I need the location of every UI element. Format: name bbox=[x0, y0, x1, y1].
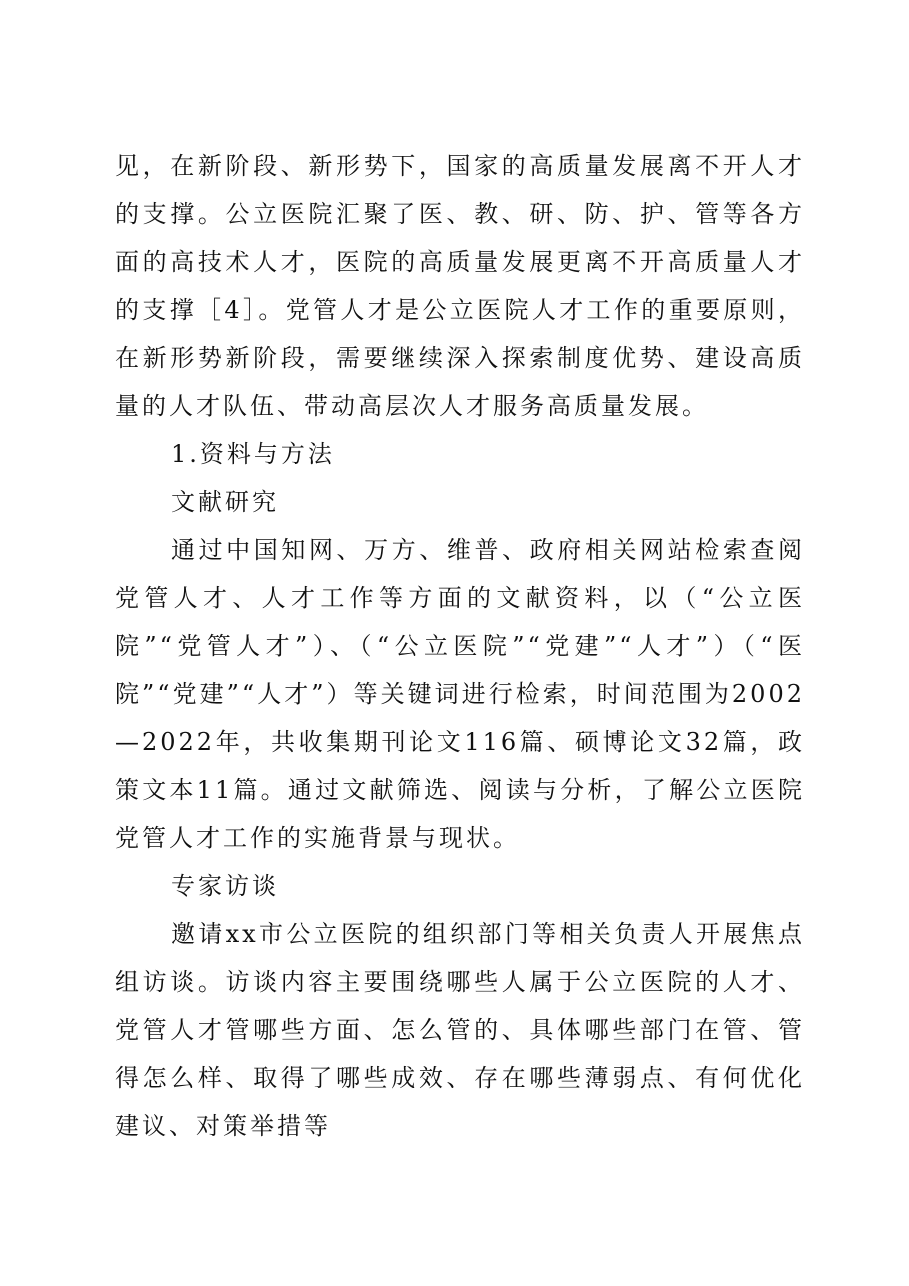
subheading-expert-interview: 专家访谈 bbox=[171, 872, 279, 900]
document-body bbox=[115, 142, 805, 1150]
subheading-literature-research: 文献研究 bbox=[171, 488, 279, 516]
paragraph-intro-continued: 见，在新阶段、新形势下，国家的高质量发展离不开人才的支撑。公立医院汇聚了医、教、研、防、护、管等各方面的高技术人才，医院的高质量发展更离不开高质量人才的支撑［4］。党管人才是公立医院人才工作的重要原则，在新形势新阶段，需要继续深入探索制度优势、建设高质量的人才队伍、带动高层次人才服务高质量发展。 bbox=[115, 152, 805, 420]
paragraph-literature-research: 通过中国知网、万方、维普、政府相关网站检索查阅党管人才、人才工作等方面的文献资料，以（“公立医院”“党管人才”）、（“公立医院”“党建”“人才”）（“医院”“党建”“人才”）等关键词进行检索，时间范围为2002—2022年，共收集期刊论文116篇、硕博论文32篇，政策文本11篇。通过文献筛选、阅读与分析，了解公立医院党管人才工作的实施背景与现状。 bbox=[115, 536, 805, 852]
paragraph-expert-interview: 邀请xx市公立医院的组织部门等相关负责人开展焦点组访谈。访谈内容主要围绕哪些人属于公立医院的人才、党管人才管哪些方面、怎么管的、具体哪些部门在管、管得怎么样、取得了哪些成效、存在哪些薄弱点、有何优化建议、对策举措等 bbox=[115, 920, 805, 1140]
section-heading-materials-methods: 1.资料与方法 bbox=[171, 440, 335, 468]
